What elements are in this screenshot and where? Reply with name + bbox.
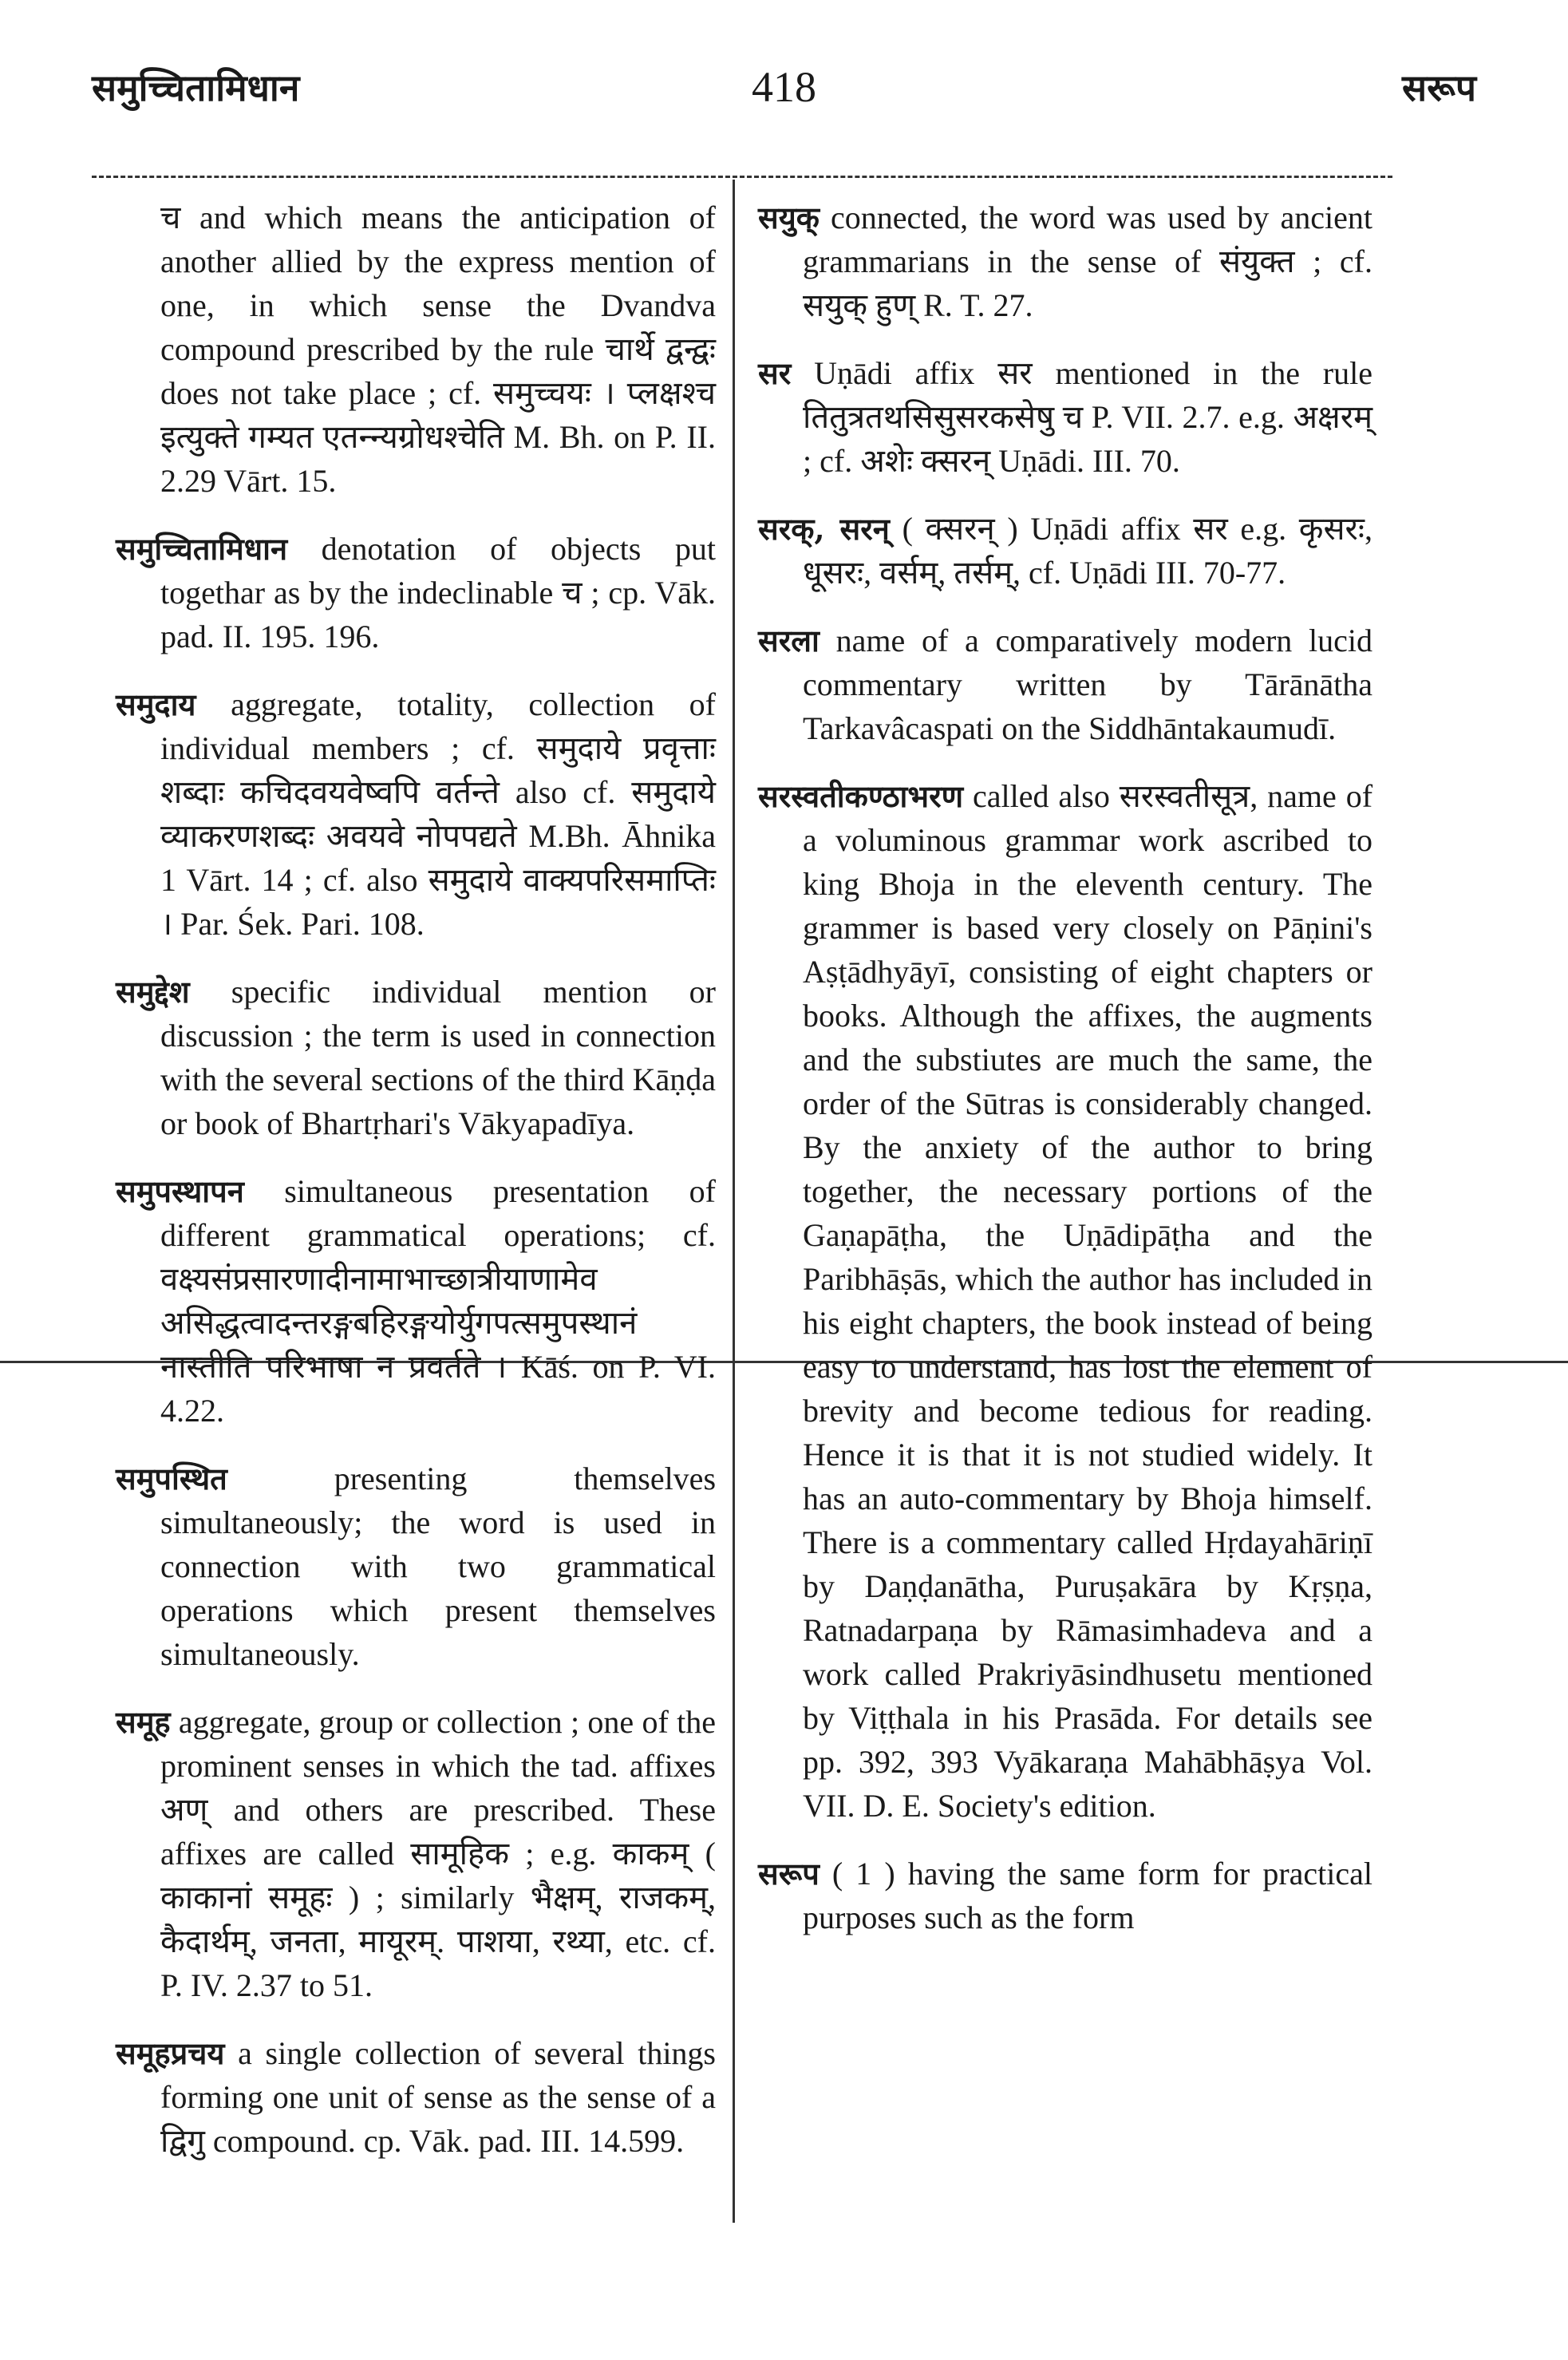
page-number: 418 [752,63,816,111]
entry-definition: specific individual mention or discussion ; the term is used in connection with the several sections of the third Kāṇḍa or book of Bhartṛhari's Vākyapadīya. [160,974,717,1141]
dictionary-entry [116,682,716,946]
header-rule [92,176,1392,178]
entry-headword: समुद्देश [116,974,190,1010]
entry-definition: aggregate, group or collection ; one of the prominent senses in which the tad. affixes अण् and others are prescribed. These affixes are called सामूहिक ; e.g. काकम् ( काकानां समूहः ) ; similarly भैक्षम्, राजकम्, कैदार्थम्, जनता, मायूरम्. पाशया, रथ्या, etc. cf. P. IV. 2.37 to 51. [160,1704,717,2003]
entry-definition: presenting themselves simultaneously; the word is used in connection with two grammatical operations which present themselves simultaneously. [160,1461,717,1672]
left-column [116,196,716,2187]
entry-definition: Uṇādi affix सर mentioned in the rule तितुत्रतथसिसुसरकसेषु च P. VII. 2.7. e.g. अक्षरम् ; cf. अशेः क्सरन् Uṇādi. III. 70. [803,355,1372,479]
page-header [0,62,1568,134]
running-head-left: समुच्चितामिधान [92,66,300,109]
dictionary-entry [758,1852,1372,1939]
dictionary-entry [758,196,1372,327]
column-divider [733,180,735,2223]
dictionary-entry [758,774,1372,1828]
dictionary-entry [116,1700,716,2007]
dictionary-entry [116,1169,716,1433]
entry-definition: ( 1 ) having the same form for practical purposes such as the form [803,1856,1372,1935]
dictionary-entry [116,2031,716,2163]
entry-headword: समूह [116,1704,171,1740]
entry-definition: च and which means the anticipation of another allied by the express mention of one, in which sense the Dvandva compound prescribed by the rule चार्थे द्वन्द्वः does not take place ; cf. समुच्चयः । प्लक्षश्च इत्युक्ते गम्यत एतन्न्यग्रोधश्चेति M. Bh. on P. II. 2.29 Vārt. 15. [160,200,716,499]
entry-definition: ( क्सरन् ) Uṇādi affix सर e.g. कृसरः, धूसरः, वर्सम्, तर्सम्, cf. Uṇādi III. 70-77. [803,511,1372,591]
entry-headword: सरूप [758,1856,820,1892]
entry-headword: समुदाय [116,686,196,722]
dictionary-entry [116,970,716,1145]
entry-definition: a single collection of several things forming one unit of sense as the sense of a द्विगु compound. cp. Vāk. pad. III. 14.599. [160,2035,716,2159]
entry-headword: समुपस्थित [116,1461,227,1496]
entry-definition: called also सरस्वतीसूत्र, name of a voluminous grammar work ascribed to king Bhoja in the eleventh century. The grammer is based very closely on Pāṇini's Aṣṭādhyāyī, consisting of eight chapters or books. Although the affixes, the augments and the substiutes are much the same, the order of the Sūtras is considerably changed. By the anxiety of the author to bring together, the necessary portions of the Gaṇapāṭha, the Uṇādipāṭha and the Paribhāṣās, which the author has included in his eight chapters, the book instead of being easy to understand, has lost the element of brevity and become tedious for reading. Hence it is that it is not studied widely. It has an auto-commentary by Bhoja himself. There is a commentary called Hṛdayahāriṇī by Daṇḍanātha, Puruṣakāra by Kṛṣṇa, Ratnadarpaṇa by Rāmasimhadeva and a work called Prakriyāsindhusetu mentioned by Viṭṭhala in his Prasāda. For details see pp. 392, 393 Vyākaraṇa Mahābhāṣya Vol. VII. D. E. Society's edition. [803,778,1373,1824]
entry-headword: समुपस्थापन [116,1173,244,1209]
entry-definition: simultaneous presentation of different grammatical operations; cf. वक्ष्यसंप्रसारणादीनामाभाच्छात्रीयाणामेव असिद्धत्वादन्तरङ्गबहिरङ्गयोर्युगपत्समुपस्थानं नास्तीति परिभाषा न प्रवर्तते । Kāś. on P. VI. 4.22. [160,1173,716,1429]
entry-headword: सयुक् [758,200,820,235]
entry-headword: सरस्वतीकण्ठाभरण [758,778,964,814]
entry-definition: connected, the word was used by ancient grammarians in the sense of संयुक्त ; cf. सयुक् हुण् R. T. 27. [803,200,1373,323]
dictionary-entry [758,507,1372,595]
entry-headword: समुच्चितामिधान [116,531,288,567]
dictionary-entry [758,351,1372,483]
entry-headword: समूहप्रचय [116,2035,225,2071]
entry-headword: सरला [758,623,820,658]
right-column [758,196,1372,1963]
entry-definition: name of a comparatively modern lucid commentary written by Tārānātha Tarkavâcaspati on the Siddhāntakaumudī. [803,623,1372,746]
entry-headword: सर [758,355,792,391]
dictionary-entry [758,619,1372,750]
entry-definition: aggregate, totality, collection of individual members ; cf. समुदाये प्रवृत्ताः शब्दाः कचिदवयवेष्वपि वर्तन्ते also cf. समुदाये व्याकरणशब्दः अवयवे नोपपद्यते M.Bh. Āhnika 1 Vārt. 14 ; cf. also समुदाये वाक्यपरिसमाप्तिः । Par. Śek. Pari. 108. [160,686,716,942]
dictionary-entry [116,527,716,658]
dictionary-entry [116,1457,716,1676]
running-head-right: सरूप [1402,66,1476,109]
dictionary-entry [116,196,716,503]
entry-definition: denotation of objects put togethar as by the indeclinable च ; cp. Vāk. pad. II. 195. 196. [160,531,716,654]
entry-headword: सरक्, सरन् [758,511,890,547]
